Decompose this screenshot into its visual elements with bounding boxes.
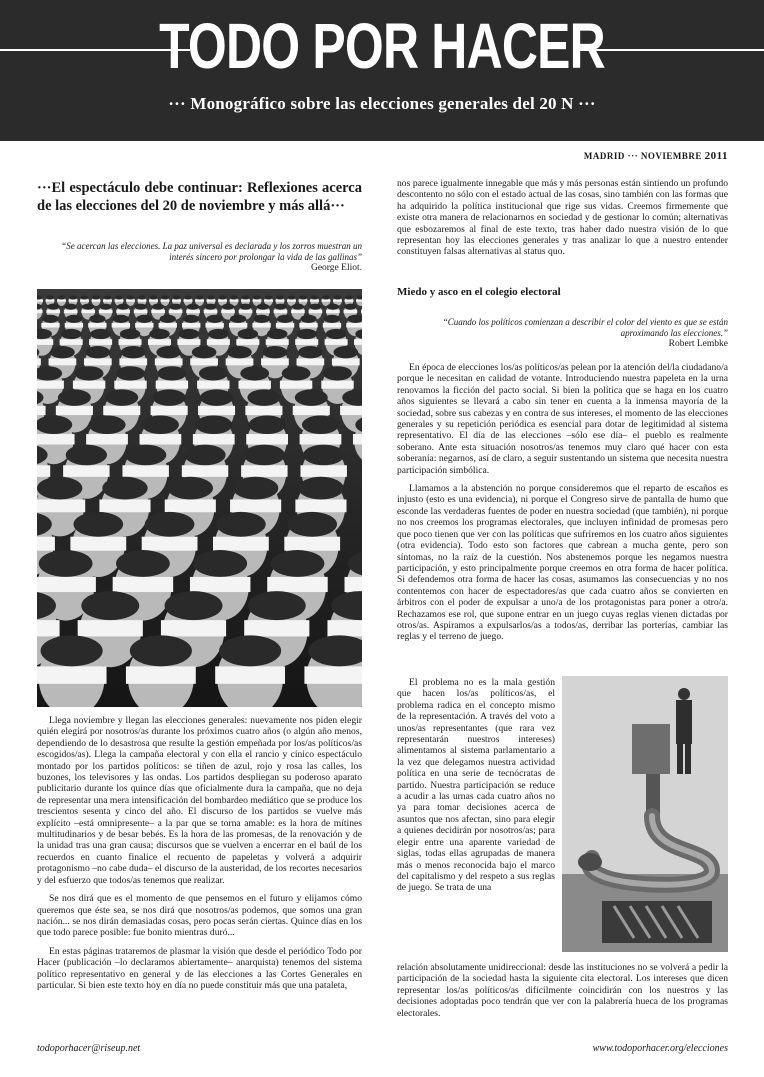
right-column-text xyxy=(397,362,728,650)
epigraph-eliot-author: George Eliot. xyxy=(310,263,362,273)
footer-url[interactable]: www.todoporhacer.org/elecciones xyxy=(592,1043,728,1054)
epigraph-lembke-author: Robert Lembke xyxy=(668,339,728,349)
dateline-text: MADRID ··· NOVIEMBRE xyxy=(583,151,702,161)
paragraph: En estas páginas trataremos de plasmar la visión que desde el periódico Todo por Hacer (publicación –lo declaramos abiertamente– anarquista) tenemos del sistema político representativo en general y de las elecciones a las Cortes Generales en particular. Si bien este texto hoy en día no puede constituir más que una pataleta, xyxy=(37,945,362,991)
audience-3d-glasses-photo xyxy=(37,289,362,707)
paragraph: relación absolutamente unidireccional: desde las instituciones no se volverá a pedir la participación de la sociedad hasta la siguiente cita electoral. Los intereses que dicen representar los/as políticos/as difícilmente coincidirán con los nuestros y las decisiones adoptadas poco tendrán que ver con la palabrería hueca de los programas electorales. xyxy=(397,962,728,1019)
right-column-intro xyxy=(397,178,728,265)
dateline xyxy=(584,150,728,162)
paragraph: En época de elecciones los/as políticos/as pelean por la atención del/la ciudadano/a porque le necesitan en calidad de votante. Introduciendo nuestra papeleta en la urna renovamos la ficción del pacto social. Si bien la política que se haga en los cuatro años siguientes se llevará a cabo sin tener en cuenta a la inmensa mayoría de la sociedad, sobre sus cabezas y en contra de sus intereses, el momento de las elecciones generales y su repetición periódica es esencial para dotar de legitimidad al sistema representativo. El día de las elecciones –sólo ese día– el pueblo es realmente soberano. Ante esta situación nosotros/as tenemos muy claro qué hacer con esta soberanía: negarnos, así de claro, a seguir sustentando un sistema que necesita nuestra participación simbólica. xyxy=(397,362,728,476)
masthead xyxy=(0,0,764,141)
masthead-subtitle: ··· Monográfico sobre las elecciones generales del 20 N ··· xyxy=(168,94,596,113)
dateline-year: 2011 xyxy=(704,150,728,162)
left-column-text xyxy=(37,715,362,998)
epigraph-eliot xyxy=(37,241,362,274)
article-headline: ···El espectáculo debe continuar: Reflexiones acerca de las elecciones del 20 de noviembre y más allá··· xyxy=(37,180,362,214)
paragraph: Se nos dirá que es el momento de que pensemos en el futuro y elijamos cómo queremos que éste sea, se nos dirá que nosotros/as podemos, que somos una gran nación... se nos dirán demasiadas cosas, pero pocas serán ciertas. Quince días en los que todo parece posible: fue bonito mientras duró... xyxy=(37,893,362,939)
paragraph: Llega noviembre y llegan las elecciones generales: nuevamente nos piden elegir quién elegirá por nosotros/as durante los próximos cuatro años (o algún año menos, dependiendo de lo desastrosa que resulte la gestión empeñada por los/as políticos/as escogidos/as). Llega la campaña electoral y con ella el rancio y cínico espectáculo montado por los partidos políticos: se tiñen de azul, rojo y rosa las calles, los buzones, los televisores y las ondas. Los partidos despliegan su poderoso aparato publicitario durante los quince días que oficialmente dura la campaña, que no deja de representar una mera intensificación del bombardeo mediático que se produce los trescientos sesenta y cinco del año. El discurso de los partidos se vuelve más explícito –está omnipresente– a la par que se torna amable: es la hora de mítines multitudinarios y de besar bebés. Es la hora de las promesas, de la renovación y de la unidad tras una gran causa; discursos que se vuelven a encerrar en el baúl de los recuerdos en cuanto finalice el recuento de papeletas y volverá a adquirir protagonismo –no cabe duda– el discurso de la austeridad, de los recortes necesarios y del esfuerzo que todos/as tenemos que realizar. xyxy=(37,715,362,886)
epigraph-lembke-text: “Cuando los políticos comienzan a describir el color del viento es que se están aproximando las elecciones.” xyxy=(442,317,728,338)
paragraph: Llamamos a la abstención no porque consideremos que el reparto de escaños es injusto (esto es una evidencia), ni porque el Congreso sirve de pantalla de humo que esconde las verdaderas fuentes de poder en nuestra sociedad (que también), ni porque no nos creemos los programas electorales, que incluyen infinidad de promesas pero que poco tienen que ver con las políticas que sufriremos en los cuatro años siguientes (otra evidencia). Todo esto son factores que cabrean a mucha gente, pero son síntomas, no la raíz de la cuestión. Nos abstenemos porque les negamos nuestra participación, y esto principalmente porque creemos en otra forma de hacer política. Si defendemos otra forma de hacer las cosas, asumamos las consecuencias y no nos contentemos con hacer de espectadores/as que cada cuatro años se convierten en árbitros con el poder de expulsar a uno/a de los protagonistas para poner a otro/a. Rechazamos ese rol, que supone entrar en un juego cuyas reglas vienen dictadas por otros/as. Aspiramos a expulsarlos/as a todos/as, derribar las porterías, cambiar las reglas y el terreno de juego. xyxy=(397,483,728,643)
masthead-title: TODO POR HACER xyxy=(159,10,605,82)
epigraph-eliot-text: “Se acercan las elecciones. La paz universal es declarada y los zorros muestran un interés sincero por prolongar la vida de las gallinas” xyxy=(61,241,362,262)
paragraph: El problema no es la mala gestión que hacen los/as políticos/as, el problema radica en el concepto mismo de la representación. A través del voto a unos/as representantes (que rara vez representarán nuestros intereses) alimentamos al sistema parlamentario a la vez que delegamos nuestra actividad política en una serie de tecnócratas de partido. Nuestra participación se reduce a acudir a las urnas cada cuatro años no ya para tomar decisiones acerca de asuntos que nos afectan, sino para elegir a quienes decidirán por nosotros/as; para elegir entre una aparente variedad de siglas, todas ellas agrupadas de manera más o menos reconocida bajo el marco del capitalismo y del respeto a sus reglas de juego. Se trata de una xyxy=(397,677,555,894)
politician-microphone-drain-illustration xyxy=(562,676,728,952)
narrow-column-text xyxy=(397,677,555,956)
epigraph-lembke xyxy=(430,317,728,350)
section-subhead: Miedo y asco en el colegio electoral xyxy=(397,286,561,298)
footer-email[interactable]: todoporhacer@riseup.net xyxy=(37,1043,141,1054)
paragraph: nos parece igualmente innegable que más y más personas están sintiendo un profundo descontento no sólo con el estado actual de las cosas, sino también con las formas que ha adquirido la política institucional que rige sus vidas. Creemos firmemente que existe otra manera de relacionarnos en sociedad y de gestionar lo común; alternativas que esbozaremos al final de este texto, tras haber dado nuestra visión de lo que representan hoy las elecciones generales y tras analizar lo que a nuestro entender constituyen falsas alternativas al status quo. xyxy=(397,178,728,258)
final-paragraph-text xyxy=(397,962,728,1026)
